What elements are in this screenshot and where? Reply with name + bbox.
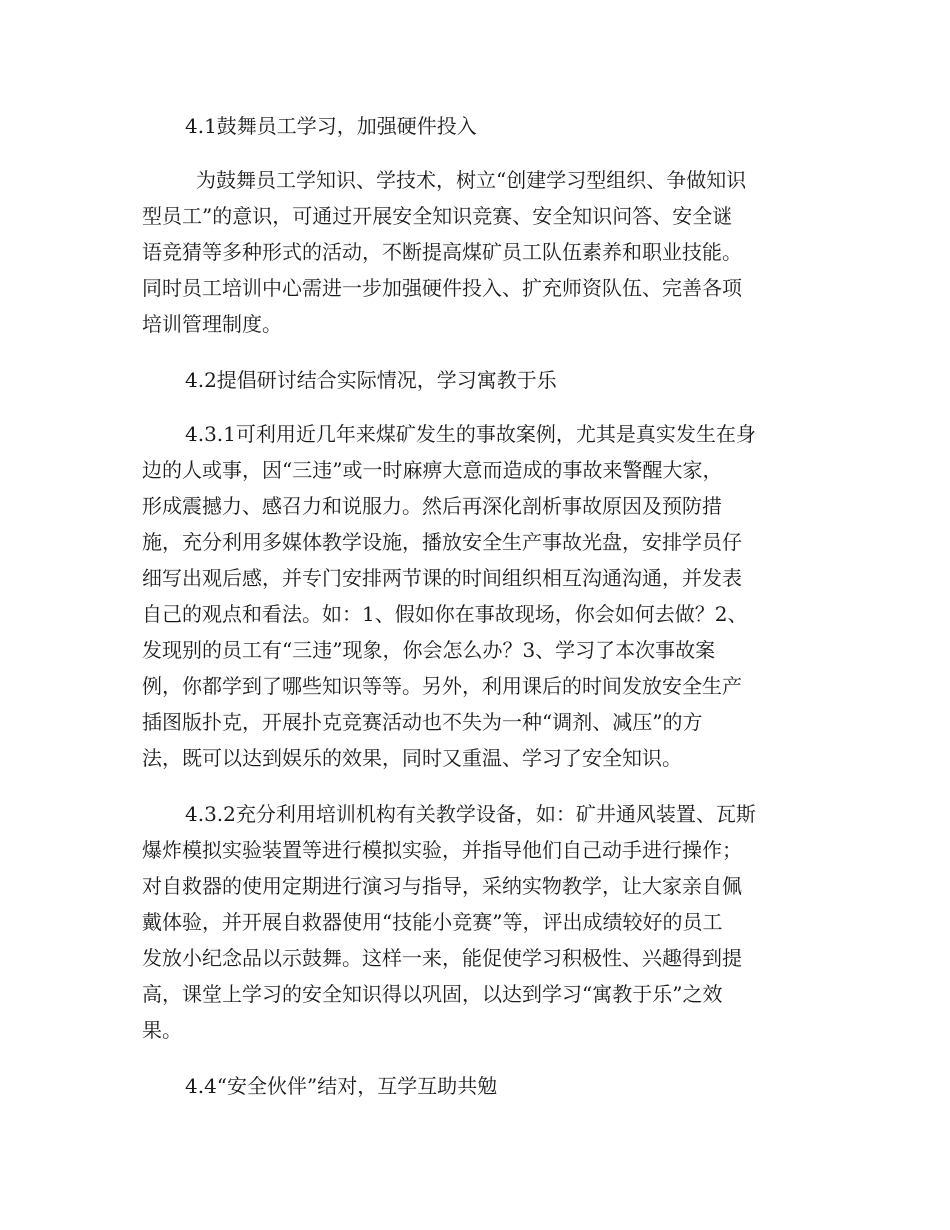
paragraph-line: 4.3.1可利用近几年来煤矿发生的事故案例，尤其是真实发生在身 (185, 422, 756, 446)
paragraph-line: 细写出观后感，并专门安排两节课的时间组织相互沟通沟通，并发表 (142, 566, 742, 590)
paragraph-line: 同时员工培训中心需进一步加强硬件投入、扩充师资队伍、完善各项 (142, 276, 742, 300)
paragraph-line: 语竞猜等多种形式的活动，不断提高煤矿员工队伍素养和职业技能。 (142, 240, 742, 264)
paragraph-line: 为鼓舞员工学知识、学技术，树立“创建学习型组织、争做知识 (196, 168, 747, 192)
heading-4-2: 4.2提倡研讨结合实际情况，学习寓教于乐 (185, 368, 557, 392)
paragraph-line: 戴体验，并开展自救器使用“技能小竞赛”等，评出成绩较好的员工 (142, 910, 723, 934)
paragraph-line: 爆炸模拟实验装置等进行模拟实验，并指导他们自己动手进行操作； (142, 838, 742, 862)
paragraph-line: 法，既可以达到娱乐的效果，同时又重温、学习了安全知识。 (142, 746, 682, 770)
paragraph-line: 对自救器的使用定期进行演习与指导，采纳实物教学，让大家亲自佩 (142, 874, 742, 898)
paragraph-line: 果。 (142, 1018, 182, 1042)
paragraph-line: 例，你都学到了哪些知识等等。另外，利用课后的时间发放安全生产 (142, 674, 742, 698)
paragraph-line: 发放小纪念品以示鼓舞。这样一来，能促使学习积极性、兴趣得到提 (142, 946, 742, 970)
paragraph-line: 插图版扑克，开展扑克竞赛活动也不失为一种“调剂、减压”的方 (142, 710, 703, 734)
paragraph-line: 高，课堂上学习的安全知识得以巩固，以达到学习“寓教于乐”之效 (142, 982, 723, 1006)
paragraph-line: 自己的观点和看法。如：1、假如你在事故现场，你会如何去做？2、 (142, 602, 748, 626)
paragraph-line: 边的人或事，因“三违”或一时麻痹大意而造成的事故来警醒大家， (142, 458, 723, 482)
paragraph-line: 培训管理制度。 (142, 312, 282, 336)
heading-4-1: 4.1鼓舞员工学习，加强硬件投入 (185, 114, 477, 138)
heading-4-4: 4.4“安全伙伴”结对，互学互助共勉 (185, 1074, 498, 1098)
paragraph-line: 4.3.2充分利用培训机构有关教学设备，如：矿井通风装置、瓦斯 (185, 802, 756, 826)
paragraph-line: 发现别的员工有“三违”现象，你会怎么办？3、学习了本次事故案 (142, 638, 716, 662)
paragraph-line: 型员工”的意识，可通过开展安全知识竞赛、安全知识问答、安全谜 (142, 204, 733, 228)
paragraph-line: 形成震撼力、感召力和说服力。然后再深化剖析事故原因及预防措 (142, 494, 722, 518)
paragraph-line: 施，充分利用多媒体教学设施，播放安全生产事故光盘，安排学员仔 (142, 530, 742, 554)
